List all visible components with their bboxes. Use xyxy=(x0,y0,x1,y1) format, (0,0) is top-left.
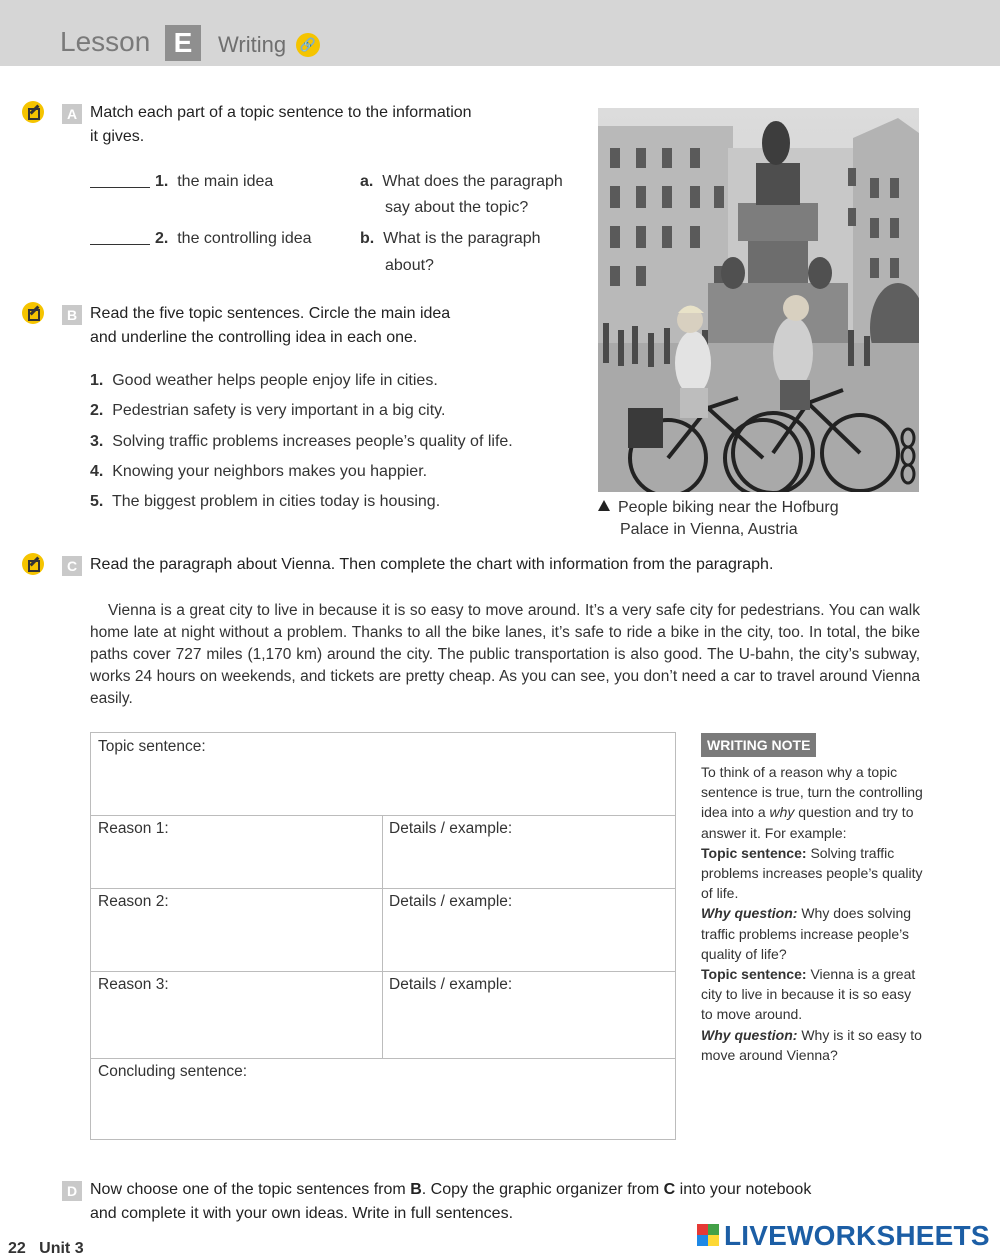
sentence-number: 1. xyxy=(90,372,104,389)
option-letter: b. xyxy=(360,230,375,247)
divider xyxy=(91,888,675,889)
note-label: Why question: xyxy=(701,1026,798,1043)
page-footer xyxy=(8,1240,84,1255)
topic-sentence-4[interactable] xyxy=(90,460,427,484)
sentence-text: The biggest problem in cities today is housing. xyxy=(111,493,441,510)
sentence-text: Knowing your neighbors makes you happier. xyxy=(112,463,428,480)
divider xyxy=(91,1058,675,1059)
instruction-line: it gives. xyxy=(90,128,145,145)
sentence-number: 4. xyxy=(90,463,104,480)
section-c-letter: C xyxy=(62,556,82,576)
photo-illustration xyxy=(598,108,919,492)
instruction-line: Read the five topic sentences. Circle the main idea xyxy=(90,305,451,322)
edit-icon xyxy=(22,302,44,324)
reason-2-cell[interactable]: Reason 2: xyxy=(98,893,169,910)
lesson-type: Writing xyxy=(218,32,287,57)
note-text: question and try to answer it. For example: xyxy=(701,804,914,841)
writing-note-title: WRITING NOTE xyxy=(701,733,816,757)
divider xyxy=(91,815,675,816)
sentence-number: 2. xyxy=(90,402,104,419)
instruction-text: . Copy the graphic organizer from xyxy=(421,1181,660,1198)
photo-caption xyxy=(598,497,839,541)
sentence-number: 5. xyxy=(90,493,104,510)
concluding-sentence-cell[interactable]: Concluding sentence: xyxy=(98,1063,248,1080)
option-text: What is the paragraph xyxy=(383,230,541,247)
item-number: 1. xyxy=(155,173,169,190)
option-letter: a. xyxy=(360,173,374,190)
graphic-organizer xyxy=(90,732,676,1140)
topic-sentence-3[interactable] xyxy=(90,430,513,454)
match-option-b xyxy=(360,227,541,251)
section-d-instruction xyxy=(90,1178,811,1202)
topic-sentence-cell[interactable]: Topic sentence: xyxy=(98,738,206,755)
section-b-instruction xyxy=(90,302,450,350)
sentence-number: 3. xyxy=(90,433,104,450)
section-d-letter: D xyxy=(62,1181,82,1201)
note-text: why xyxy=(769,804,795,821)
option-text: What does the paragraph xyxy=(382,173,563,190)
sentence-text: Solving traffic problems increases people’s quality of life. xyxy=(112,433,513,450)
lesson-header xyxy=(0,0,1000,66)
link-icon[interactable]: 🔗 xyxy=(296,33,320,57)
divider xyxy=(382,815,383,1058)
lesson-letter-badge: E xyxy=(165,25,201,61)
caption-line: Palace in Vienna, Austria xyxy=(620,521,798,538)
section-ref: B xyxy=(410,1181,422,1198)
details-1-cell[interactable]: Details / example: xyxy=(389,820,513,837)
unit-label: Unit 3 xyxy=(39,1240,84,1255)
sentence-text: Pedestrian safety is very important in a big city. xyxy=(112,402,446,419)
note-text: Vienna is a great city to live in because it is so easy to move around. xyxy=(701,966,916,1023)
section-ref: C xyxy=(663,1181,676,1198)
instruction-line: and underline the controlling idea in each one. xyxy=(90,329,418,346)
sentence-text: Good weather helps people enjoy life in cities. xyxy=(112,372,438,389)
vienna-paragraph: Vienna is a great city to live in because it is so easy to move around. It’s a very safe city for pedestrians. You can walk home late at night without a problem. Thanks to all the bike lanes, it’s safe to ride a bike in the city, too. In total, the bike paths cover 727 miles (1,170 km) around the city. The public transportation is also good. The U-bahn, the city’s subway, works 24 hours on weekends, and tickets are pretty cheap. As you can see, you don’t need a car to travel around Vienna easily. xyxy=(90,602,920,707)
item-text: the controlling idea xyxy=(177,230,312,247)
note-text: Solving traffic problems increases people’s quality of life. xyxy=(701,844,923,902)
note-text: To think of a reason why a topic sentence is true, turn the controlling idea into a xyxy=(701,764,923,821)
topic-sentence-1[interactable] xyxy=(90,369,438,393)
match-option-a-cont: say about the topic? xyxy=(385,199,529,216)
details-2-cell[interactable]: Details / example: xyxy=(389,893,513,910)
note-text: Why does solving traffic problems increase people’s quality of life? xyxy=(701,905,912,962)
section-d-instruction-line2: and complete it with your own ideas. Write in full sentences. xyxy=(90,1205,514,1222)
section-c-instruction: Read the paragraph about Vienna. Then complete the chart with information from the paragraph. xyxy=(90,556,774,573)
match-option-a xyxy=(360,170,563,194)
logo-mark-icon xyxy=(697,1224,719,1246)
vienna-photo xyxy=(598,108,919,492)
caption-text: People biking near the Hofburg xyxy=(618,499,839,516)
instruction-line: Match each part of a topic sentence to the information xyxy=(90,104,472,121)
divider xyxy=(91,971,675,972)
note-text: Why is it so easy to move around Vienna? xyxy=(701,1026,922,1063)
answer-blank-2[interactable] xyxy=(90,244,150,245)
answer-blank-1[interactable] xyxy=(90,187,150,188)
item-number: 2. xyxy=(155,230,169,247)
match-item-2 xyxy=(155,227,312,251)
note-label: Topic sentence: xyxy=(701,844,807,861)
section-a-instruction xyxy=(90,101,472,149)
writing-note-body xyxy=(701,762,926,1065)
edit-icon xyxy=(22,553,44,575)
note-label: Topic sentence: xyxy=(701,966,807,983)
lesson-label: Lesson xyxy=(60,26,151,57)
logo-text: LIVEWORKSHEETS xyxy=(724,1220,990,1251)
note-label: Why question: xyxy=(701,905,798,922)
triangle-icon xyxy=(598,500,610,511)
topic-sentence-5[interactable] xyxy=(90,490,440,514)
match-option-b-cont: about? xyxy=(385,257,434,274)
caption-line xyxy=(598,497,839,519)
section-b-letter: B xyxy=(62,305,82,325)
topic-sentence-2[interactable] xyxy=(90,399,445,423)
liveworksheets-logo xyxy=(697,1220,997,1252)
instruction-text: Now choose one of the topic sentences from xyxy=(90,1181,406,1198)
details-3-cell[interactable]: Details / example: xyxy=(389,976,513,993)
reason-1-cell[interactable]: Reason 1: xyxy=(98,820,169,837)
reason-3-cell[interactable]: Reason 3: xyxy=(98,976,169,993)
edit-icon xyxy=(22,101,44,123)
item-text: the main idea xyxy=(177,173,274,190)
section-a-letter: A xyxy=(62,104,82,124)
page-number: 22 xyxy=(8,1240,26,1255)
match-item-1 xyxy=(155,170,273,194)
instruction-text: into your notebook xyxy=(679,1181,812,1198)
